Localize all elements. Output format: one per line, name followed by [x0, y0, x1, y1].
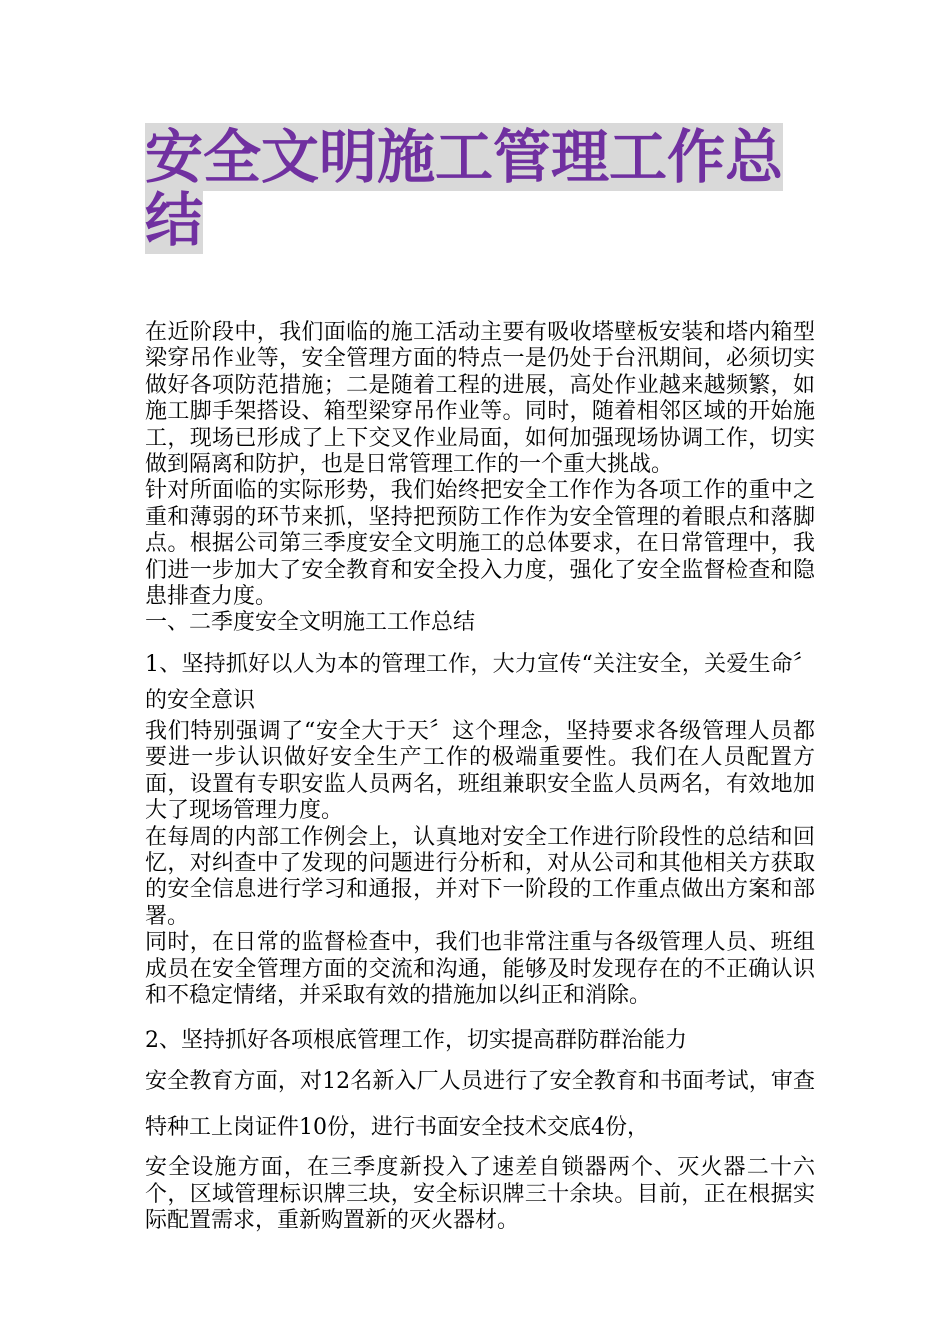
- subsection-heading-2: 2、坚持抓好各项根底管理工作，切实提高群防群治能力: [145, 1028, 687, 1054]
- document-title: [145, 123, 815, 254]
- paragraph-safety-facilities: 安全设施方面，在三季度新投入了速差自锁器两个、灭火器二十六个，区域管理标识牌三块，安全标识牌三十余块。目前，正在根据实际配置需求，重新购置新的灭火器材。: [145, 1155, 815, 1234]
- paragraph-weekly-meeting: 在每周的内部工作例会上，认真地对安全工作进行阶段性的总结和回忆，对纠查中了发现的问题进行分析和，对从公司和其他相关方获取的安全信息进行学习和通报，并对下一阶段的工作重点做出方案和部署。: [145, 824, 815, 929]
- paragraph-safety-concept: 我们特别强调了“安全大于天〞这个理念，坚持要求各级管理人员都要进一步认识做好安全生产工作的极端重要性。我们在人员配置方面，设置有专职安监人员两名，班组兼职安全监人员两名，有效地加大了现场管理力度。: [145, 718, 815, 824]
- section-heading-1: 一、二季度安全文明施工工作总结: [145, 610, 476, 636]
- paragraph-intro: 在近阶段中，我们面临的施工活动主要有吸收塔壁板安装和塔内箱型梁穿吊作业等，安全管理方面的特点一是仍处于台汛期间，必须切实做好各项防范措施；二是随着工程的进展，高处作业越来越频繁，如施工脚手架搭设、箱型梁穿吊作业等。同时，随着相邻区域的开始施工，现场已形成了上下交叉作业局面，如何加强现场协调工作，切实做到隔离和防护，也是日常管理工作的一个重大挑战。: [145, 320, 815, 478]
- paragraph-situation: 针对所面临的实际形势，我们始终把安全工作作为各项工作的重中之重和薄弱的环节来抓，坚持把预防工作作为安全管理的着眼点和落脚点。根据公司第三季度安全文明施工的总体要求，在日常管理中，我们进一步加大了安全教育和安全投入力度，强化了安全监督检查和隐患排查力度。: [145, 478, 815, 610]
- subsection-heading-1: 1、坚持抓好以人为本的管理工作，大力宣传“关注安全，关爱生命〞的安全意识: [145, 651, 815, 713]
- paragraph-supervision: 同时，在日常的监督检查中，我们也非常注重与各级管理人员、班组成员在安全管理方面的交流和沟通，能够及时发现存在的不正确认识和不稳定情绪，并采取有效的措施加以纠正和消除。: [145, 930, 815, 1008]
- document-title-text: 安全文明施工管理工作总结: [145, 123, 784, 254]
- document-body: [145, 320, 815, 1235]
- paragraph-safety-education: 安全教育方面，对12名新入厂人员进行了安全教育和书面考试，审查特种工上岗证件10份，进行书面安全技术交底4份，: [145, 1069, 815, 1141]
